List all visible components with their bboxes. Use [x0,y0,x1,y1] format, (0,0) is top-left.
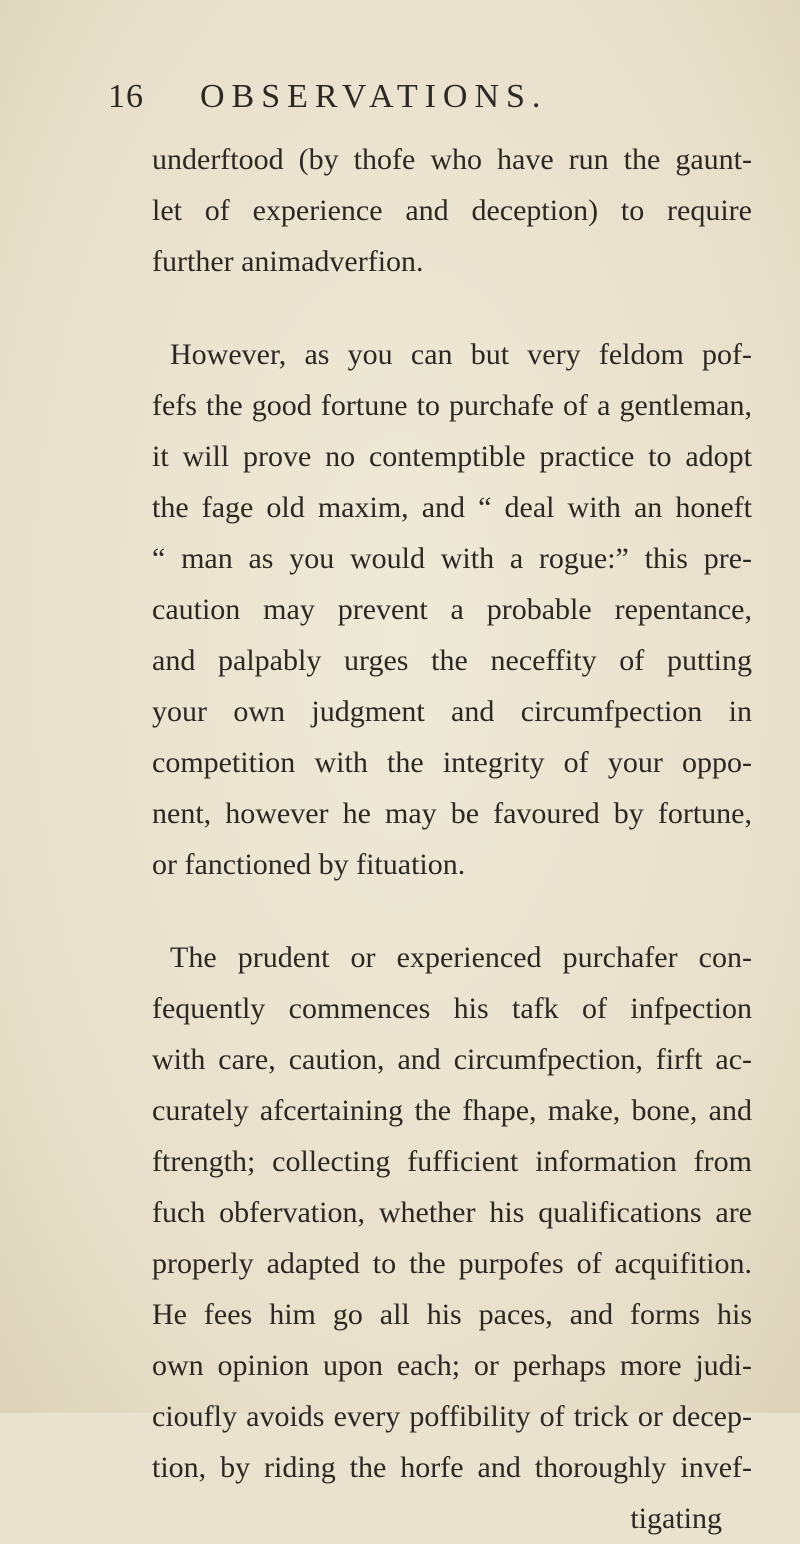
catchword: tigating [630,1502,722,1535]
text-line: with care, caution, and circumfpection, firft ac- [152,1043,752,1076]
text-line: fefs the good fortune to purchafe of a gentleman, [152,389,752,422]
paragraph-1 [0,134,800,287]
paragraph-3 [0,932,800,1493]
text-line: ftrength; collecting fufficient information from [152,1145,752,1178]
text-line: further animadverfion. [152,245,424,278]
text-line: cioufly avoids every poffibility of trick or decep- [152,1400,752,1433]
text-line: However, as you can but very feldom pof- [170,338,752,371]
running-head [108,78,708,128]
text-line: caution may prevent a probable repentance, [152,593,752,626]
text-line: it will prove no contemptible practice to adopt [152,440,752,473]
text-line: or fanctioned by fituation. [152,848,466,881]
text-line: He fees him go all his paces, and forms his [152,1298,752,1331]
text-line: competition with the integrity of your oppo- [152,746,752,779]
text-line: curately afcertaining the fhape, make, bone, and [152,1094,752,1127]
text-line: nent, however he may be favoured by fortune, [152,797,752,830]
text-line: The prudent or experienced purchafer con- [170,941,752,974]
text-line: own opinion upon each; or perhaps more judi- [152,1349,752,1382]
text-line: underftood (by thofe who have run the gaunt- [152,143,752,176]
page-number: 16 [108,78,144,115]
paragraph-2 [0,329,800,890]
text-line: properly adapted to the purpofes of acquifition. [152,1247,752,1280]
text-line: fequently commences his tafk of infpection [152,992,752,1025]
text-line: let of experience and deception) to require [152,194,752,227]
text-line: tion, by riding the horfe and thoroughly invef- [152,1451,752,1484]
text-line: and palpably urges the neceffity of putting [152,644,752,677]
text-line: the fage old maxim, and “ deal with an honeft [152,491,752,524]
running-head-title: OBSERVATIONS. [200,78,548,115]
body-text [0,134,800,1544]
text-line: “ man as you would with a rogue:” this pre- [152,542,752,575]
text-line: fuch obfervation, whether his qualifications are [152,1196,752,1229]
text-line: your own judgment and circumfpection in [152,695,752,728]
